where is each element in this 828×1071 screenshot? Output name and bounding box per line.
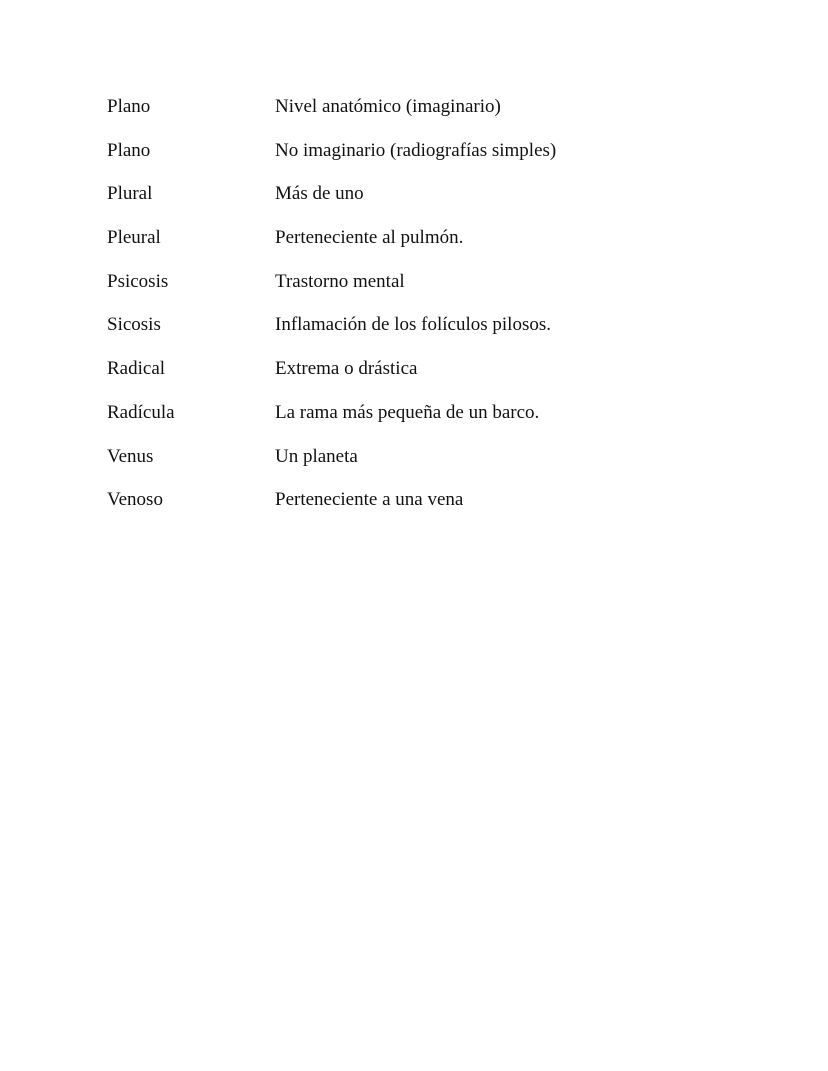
term: Sicosis [107,314,161,336]
term: Plural [107,183,153,205]
glossary-row [107,269,556,313]
glossary-row [107,181,556,225]
term: Radical [107,358,166,380]
glossary-row [107,94,556,138]
term: Pleural [107,227,161,249]
definition: Trastorno mental [275,270,405,292]
term: Venoso [107,489,163,511]
term: Radícula [107,401,175,423]
glossary-row [107,444,556,488]
term: Plano [107,96,151,117]
definition: Perteneciente a una vena [275,489,464,511]
definition: Un planeta [275,445,358,467]
glossary-row [107,487,556,531]
definition: Extrema o drástica [275,358,418,380]
glossary-row [107,400,556,444]
glossary-table [107,94,556,531]
definition: Perteneciente al pulmón. [275,227,464,249]
definition: Nivel anatómico (imaginario) [275,96,501,117]
term: Psicosis [107,270,169,292]
definition: Más de uno [275,183,364,205]
definition: Inflamación de los folículos pilosos. [275,314,551,336]
term: Plano [107,139,151,161]
term: Venus [107,445,154,467]
glossary-row [107,138,556,182]
glossary-row [107,312,556,356]
definition: La rama más pequeña de un barco. [275,401,540,423]
glossary-row [107,225,556,269]
glossary-row [107,356,556,400]
definition: No imaginario (radiografías simples) [275,139,557,161]
